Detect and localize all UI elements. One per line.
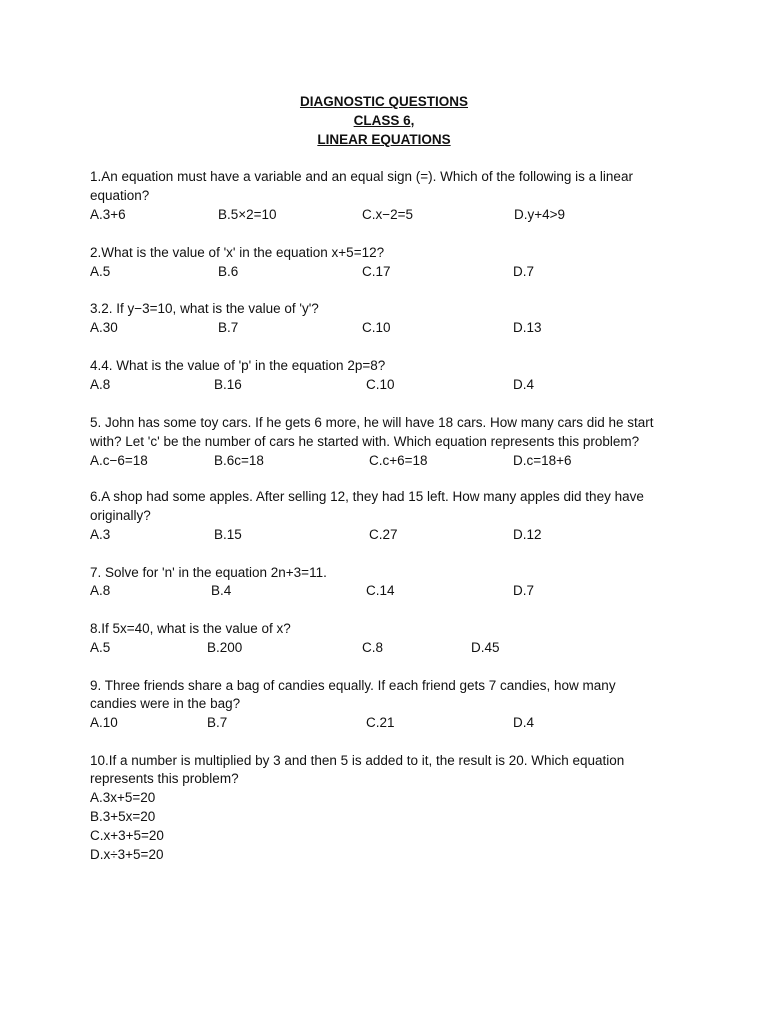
question-4-option-d: D.4	[513, 377, 535, 392]
question-6-option-d: D.12	[513, 527, 542, 542]
question-5-option-d: D.c=18+6	[513, 453, 572, 468]
question-5-text-line-1: 5. John has some toy cars. If he gets 6 more, he will have 18 cars. How many cars did he start	[90, 415, 654, 430]
question-2-option-a: A.5	[90, 264, 111, 279]
class-heading: CLASS 6,	[353, 113, 415, 128]
question-6-option-a: A.3	[90, 527, 111, 542]
question-5-option-b: B.6c=18	[214, 453, 264, 468]
question-5-option-a: A.c−6=18	[90, 453, 148, 468]
question-9-option-b: B.7	[207, 715, 228, 730]
question-7-option-d: D.7	[513, 583, 535, 598]
question-2-option-b: B.6	[218, 264, 239, 279]
question-6-option-c: C.27	[369, 527, 398, 542]
question-8-option-c: C.8	[362, 640, 384, 655]
question-2-option-c: C.17	[362, 264, 391, 279]
question-3-option-c: C.10	[362, 320, 391, 335]
question-3-option-b: B.7	[218, 320, 239, 335]
question-1-option-b: B.5×2=10	[218, 207, 277, 222]
question-5-option-c: C.c+6=18	[369, 453, 428, 468]
question-10-text-line-2: represents this problem?	[90, 771, 239, 786]
topic-heading: LINEAR EQUATIONS	[317, 132, 451, 147]
question-3-option-a: A.30	[90, 320, 118, 335]
question-9-option-d: D.4	[513, 715, 535, 730]
question-2-text: 2.What is the value of 'x' in the equation x+5=12?	[90, 245, 385, 260]
question-6-option-b: B.15	[214, 527, 242, 542]
question-8-option-b: B.200	[207, 640, 243, 655]
question-1-option-d: D.y+4>9	[514, 207, 566, 222]
question-10-option-d: D.x÷3+5=20	[90, 847, 164, 862]
question-5-text-line-2: with? Let 'c' be the number of cars he started with. Which equation represents this problem?	[90, 434, 640, 449]
question-9-text-line-2: candies were in the bag?	[90, 696, 241, 711]
worksheet-title: DIAGNOSTIC QUESTIONS	[299, 94, 468, 109]
question-7-option-a: A.8	[90, 583, 111, 598]
question-8-option-a: A.5	[90, 640, 111, 655]
question-6-text-line-1: 6.A shop had some apples. After selling 12, they had 15 left. How many apples did they have	[90, 489, 644, 504]
question-1-text-line-1: 1.An equation must have a variable and an equal sign (=). Which of the following is a linear	[90, 169, 633, 184]
question-4-option-a: A.8	[90, 377, 111, 392]
question-8-text: 8.If 5x=40, what is the value of x?	[90, 621, 291, 636]
question-3-text: 3.2. If y−3=10, what is the value of 'y'?	[90, 301, 319, 316]
question-7-option-c: C.14	[366, 583, 395, 598]
question-8-option-d: D.45	[471, 640, 500, 655]
question-9-option-c: C.21	[366, 715, 395, 730]
question-10-text-line-1: 10.If a number is multiplied by 3 and then 5 is added to it, the result is 20. Which equation	[90, 753, 625, 768]
question-6-text-line-2: originally?	[90, 508, 151, 523]
question-1-option-a: A.3+6	[90, 207, 126, 222]
question-4-text: 4.4. What is the value of 'p' in the equation 2p=8?	[90, 358, 386, 373]
question-4-option-b: B.16	[214, 377, 242, 392]
question-3-option-d: D.13	[513, 320, 542, 335]
question-4-option-c: C.10	[366, 377, 395, 392]
question-9-text-line-1: 9. Three friends share a bag of candies equally. If each friend gets 7 candies, how many	[90, 678, 616, 693]
question-10-option-b: B.3+5x=20	[90, 809, 156, 824]
question-1-text-line-2: equation?	[90, 188, 150, 203]
question-10-option-a: A.3x+5=20	[90, 790, 156, 805]
question-9-option-a: A.10	[90, 715, 118, 730]
question-1-option-c: C.x−2=5	[362, 207, 414, 222]
question-2-option-d: D.7	[513, 264, 535, 279]
question-10-option-c: C.x+3+5=20	[90, 828, 164, 843]
question-7-text: 7. Solve for 'n' in the equation 2n+3=11.	[90, 565, 327, 580]
question-7-option-b: B.4	[211, 583, 232, 598]
